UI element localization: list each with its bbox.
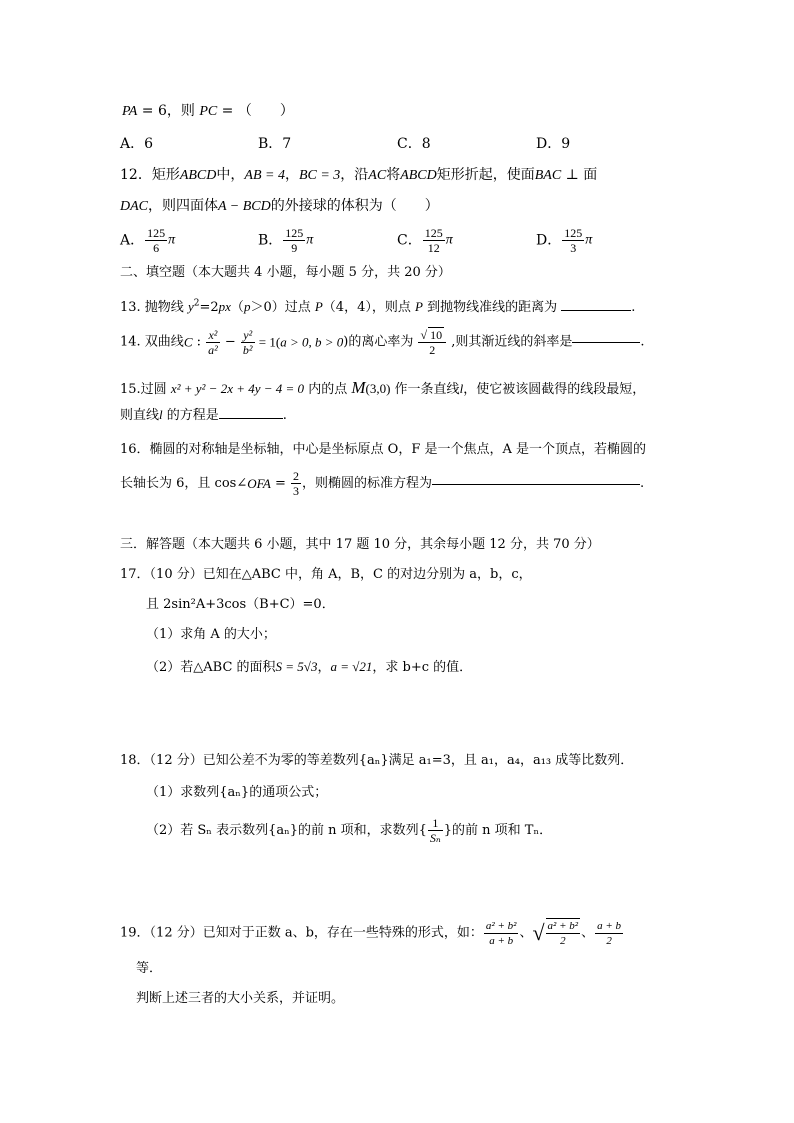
q16-answer-blank (432, 483, 640, 485)
q16-line1: 16．椭圆的对称轴是坐标轴，中心是坐标原点 O，F 是一个焦点，A 是一个顶点，若椭圆的 (120, 442, 647, 457)
section-3-heading: 三．解答题（本大题共 6 小题，其中 17 题 10 分，其余每小题 12 分，共 70 分） (120, 537, 600, 552)
q15-line2: 则直线l 的方程是 . (120, 407, 287, 423)
q12-line1: 12．矩形ABCD中，AB = 4，BC = 3，沿AC将ABCD矩形折起，使面BAC ⊥ 面 (120, 167, 598, 183)
q12-line2: DAC，则四面体A − BCD的外接球的体积为（ ） (120, 198, 439, 214)
q11-option-b: B．7 (258, 136, 292, 152)
q11-option-a: A．6 (120, 136, 154, 152)
q18-part2: （2）若 Sₙ 表示数列{aₙ}的前 n 项和，求数列{ $\frac{1}{\text{Sₙ}}$ }的前 n 项和 Tₙ． (146, 816, 553, 845)
q17-line1: 17．（10 分）已知在△ABC 中，角 A，B，C 的对边分别为 a，b，c， (120, 567, 532, 582)
q16-line2: 长轴长为 6，且 cos∠OFA = $\frac{2}{3}$ ，则椭圆的标准方程为 . (120, 469, 645, 498)
q17-line2: 且 2sin²A+3cos（B+C）=0． (146, 597, 335, 612)
q17-part2: （2）若△ABC 的面积S = 5√3，a = √21，求 b+c 的值． (146, 659, 473, 675)
q13-answer-blank (561, 309, 631, 311)
q12-option-b: B． $\frac{125}{9}$ π (258, 226, 314, 255)
q11-option-c: C．8 (397, 136, 431, 152)
q13: 13. 抛物线 $y^2=2px(p>0)$过点 P（4，4），则点 P 到抛物线准线的距离为 . (120, 298, 636, 315)
q17-part1: （1）求角 A 的大小； (146, 627, 276, 642)
q19-line2: 等． (136, 961, 163, 976)
q12-option-d: D． $\frac{125}{3}$ π (536, 226, 593, 255)
q15-answer-blank (219, 417, 283, 419)
q11-option-d: D．9 (536, 136, 571, 152)
q15-line1: 15.过圆 x² + y² − 2x + 4y − 4 = 0 内的点 M(3,0) 作一条直线l，使它被该圆截得的线段最短， (120, 378, 646, 397)
q19-line1: 19．（12 分）已知对于正数 a、b，存在一些特殊的形式，如： $\frac{\text{a² + b²}}{a + b}$ 、√ $\frac{\text{a² + b²}}{2}$ 、 $\frac{a + b}{2}$ (120, 919, 622, 947)
q12-option-c: C． $\frac{125}{12}$ π (397, 226, 453, 255)
q14-answer-blank (572, 341, 640, 343)
q11-tail: PA = 6，则 PC = （ ） (122, 103, 294, 119)
q19-line3: 判断上述三者的大小关系，并证明。 (136, 991, 345, 1006)
q14: 14. 双曲线C : $\frac{\text{x²}}{\text{a²}}$ − $\frac{\text{y²}}{\text{b²}}$ = 1(a > 0, b > 0)的离心率为 $\frac{√ 10}{2}$ ,则其渐近线的斜率是 . (120, 327, 645, 357)
section-2-heading: 二、填空题（本大题共 4 小题，每小题 5 分，共 20 分） (120, 265, 451, 280)
q18-line1: 18．（12 分）已知公差不为零的等差数列{aₙ}满足 a₁=3，且 a₁，a₄，a₁₃ 成等比数列． (120, 753, 634, 768)
q18-part1: （1）求数列{aₙ}的通项公式； (146, 785, 328, 800)
q12-option-a: A． $\frac{125}{6}$ π (120, 226, 176, 255)
